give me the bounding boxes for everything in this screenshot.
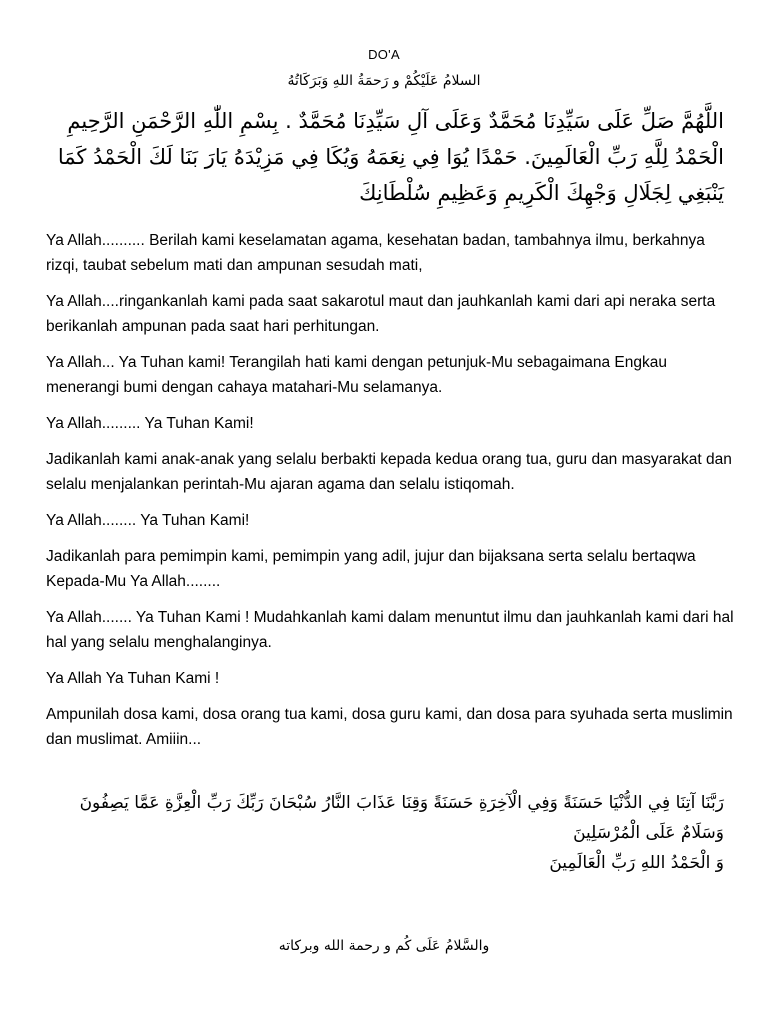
prayer-body: [46, 228, 736, 763]
prayer-paragraph: Ya Allah......... Ya Tuhan Kami!: [46, 415, 254, 432]
closing-hamdalah-line: وَ الْحَمْدُ اللهِ رَبِّ الْعَالَمِينَ: [549, 853, 724, 873]
arabic-closing-prayer: [44, 788, 724, 878]
prayer-paragraph: Ya Allah.......... Berilah kami keselamatan agama, kesehatan badan, tambahnya ilmu, berkahnya rizqi, taubat sebelum mati dan ampunan sesudah mati,: [46, 232, 705, 274]
opening-salam: السلامُ عَلَيْكُمْ و رَحمَةُ اللهِ وَبَرَكَاتُهُ: [287, 73, 481, 89]
closing-doa-line: رَبَّنَا آتِنَا فِي الدُّنْيَا حَسَنَةً وَفِي الْآخِرَةِ حَسَنَةً وَقِنَا عَذَابَ النَّارُ سُبْحَانَ رَبِّكَ رَبِّ الْعِزَّةِ عَمَّا يَصِفُونَ وَسَلَامٌ عَلَى الْمُرْسَلِينَ: [79, 793, 724, 843]
prayer-paragraph: Ya Allah... Ya Tuhan kami! Terangilah hati kami dengan petunjuk-Mu sebagaimana Engkau menerangi bumi dengan cahaya matahari-Mu selamanya.: [46, 354, 667, 396]
arabic-opening-prayer: اللَّهُمَّ صَلِّ عَلَى سَيِّدِنَا مُحَمَّدٌ وَعَلَى آلِ سَيِّدِنَا مُحَمَّدٌ . بِسْمِ اللّٰهِ الرَّحْمَنِ الرَّحِيمِ الْحَمْدُ لِلَّهِ رَبِّ الْعَالَمِينَ. حَمْدًا يُوَا فِي نِعَمَهُ وَيُكَا فِي مَزِيْدَهُ يَارَ بَنَا لَكَ الْحَمْدُ كَمَا يَنْبَغِي لِجَلَالِ وَجْهِكَ الْكَرِيمِ وَعَظِيمِ سُلْطَانِكَ: [57, 109, 724, 205]
prayer-paragraph: Ampunilah dosa kami, dosa orang tua kami, dosa guru kami, dan dosa para syuhada serta muslimin dan muslimat. Amiiin...: [46, 706, 733, 748]
document-title: DO'A: [368, 47, 400, 62]
prayer-paragraph: Jadikanlah para pemimpin kami, pemimpin yang adil, jujur dan bijaksana serta selalu bertaqwa Kepada-Mu Ya Allah........: [46, 548, 696, 590]
prayer-paragraph: Ya Allah....ringankanlah kami pada saat sakarotul maut dan jauhkanlah kami dari api neraka serta berikanlah ampunan pada saat hari perhitungan.: [46, 293, 716, 335]
closing-salam: والسَّلامُ عَلَى كُم و رحمة الله وبركاته: [278, 938, 490, 954]
prayer-paragraph: Ya Allah Ya Tuhan Kami !: [46, 670, 220, 687]
prayer-paragraph: Jadikanlah kami anak-anak yang selalu berbakti kepada kedua orang tua, guru dan masyarakat dan selalu menjalankan perintah-Mu ajaran agama dan selalu istiqomah.: [46, 451, 732, 493]
prayer-paragraph: Ya Allah........ Ya Tuhan Kami!: [46, 512, 250, 529]
prayer-paragraph: Ya Allah....... Ya Tuhan Kami ! Mudahkanlah kami dalam menuntut ilmu dan jauhkanlah kami dari hal hal yang selalu menghalanginya.: [46, 609, 734, 651]
